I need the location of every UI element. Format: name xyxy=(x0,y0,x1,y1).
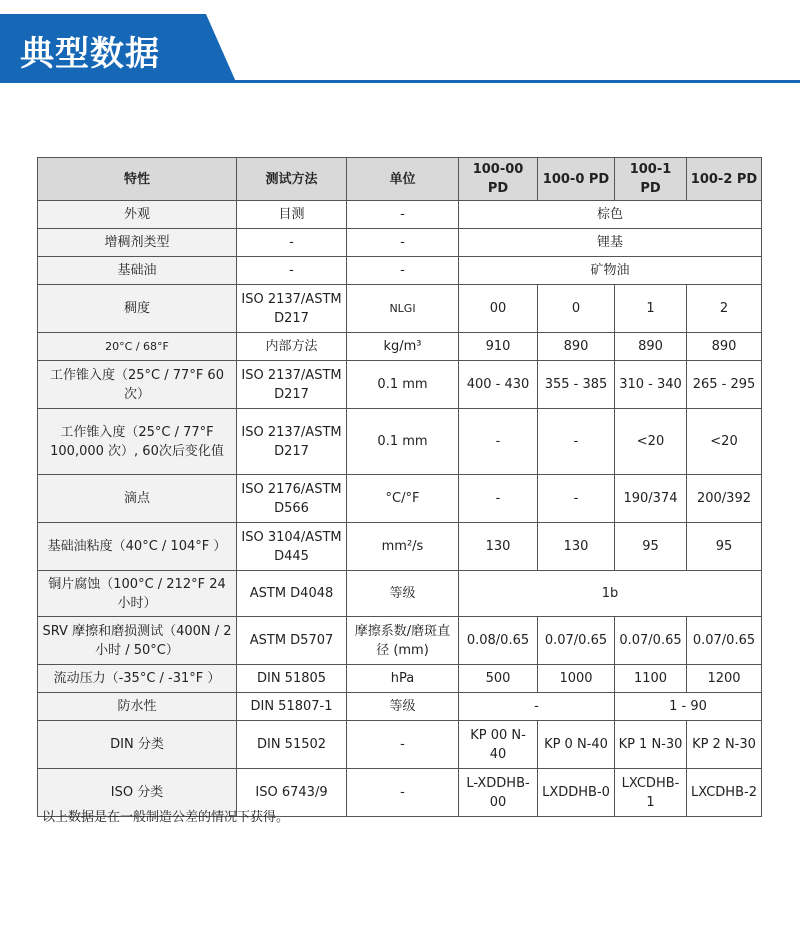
header-cell: 测试方法 xyxy=(237,158,347,201)
property-cell: ISO 分类 xyxy=(38,769,237,817)
value-cell: <20 xyxy=(687,409,762,475)
unit-cell: 摩擦系数/磨斑直径 (mm) xyxy=(347,617,459,665)
banner-underline xyxy=(0,80,800,83)
section-banner xyxy=(0,0,800,86)
unit-cell: hPa xyxy=(347,665,459,693)
method-cell: - xyxy=(237,229,347,257)
value-cell: 1000 xyxy=(538,665,615,693)
value-cell: 棕色 xyxy=(459,201,762,229)
property-cell: 工作锥入度（25°C / 77°F 100,000 次）, 60次后变化值 xyxy=(38,409,237,475)
value-cell: 2 xyxy=(687,285,762,333)
table-row xyxy=(38,229,762,257)
value-cell: 0 xyxy=(538,285,615,333)
value-cell: KP 1 N-30 xyxy=(615,721,687,769)
value-cell: 1 - 90 xyxy=(615,693,762,721)
property-cell: 外观 xyxy=(38,201,237,229)
value-cell: L-XDDHB-00 xyxy=(459,769,538,817)
table-row xyxy=(38,721,762,769)
unit-cell: 等级 xyxy=(347,571,459,617)
property-cell: 铜片腐蚀（100°C / 212°F 24 小时） xyxy=(38,571,237,617)
value-cell: 130 xyxy=(538,523,615,571)
table-row xyxy=(38,257,762,285)
header-cell: 100-2 PD xyxy=(687,158,762,201)
value-cell: 265 - 295 xyxy=(687,361,762,409)
table-row xyxy=(38,285,762,333)
unit-cell: kg/m³ xyxy=(347,333,459,361)
value-cell: - xyxy=(459,693,615,721)
property-cell: 流动压力（-35°C / -31°F ） xyxy=(38,665,237,693)
value-cell: KP 2 N-30 xyxy=(687,721,762,769)
value-cell: 1100 xyxy=(615,665,687,693)
table-row xyxy=(38,523,762,571)
value-cell: 0.07/0.65 xyxy=(538,617,615,665)
unit-cell: NLGI xyxy=(347,285,459,333)
property-cell: 增稠剂类型 xyxy=(38,229,237,257)
value-cell: 锂基 xyxy=(459,229,762,257)
method-cell: ISO 6743/9 xyxy=(237,769,347,817)
unit-cell: 0.1 mm xyxy=(347,361,459,409)
header-cell: 单位 xyxy=(347,158,459,201)
header-cell: 100-0 PD xyxy=(538,158,615,201)
method-cell: 内部方法 xyxy=(237,333,347,361)
value-cell: LXCDHB-2 xyxy=(687,769,762,817)
value-cell: 95 xyxy=(615,523,687,571)
page-title: 典型数据 xyxy=(20,34,160,74)
value-cell: 1 xyxy=(615,285,687,333)
method-cell: ASTM D4048 xyxy=(237,571,347,617)
value-cell: 890 xyxy=(538,333,615,361)
value-cell: LXDDHB-0 xyxy=(538,769,615,817)
method-cell: ISO 3104/ASTM D445 xyxy=(237,523,347,571)
value-cell: 1b xyxy=(459,571,762,617)
value-cell: - xyxy=(459,475,538,523)
method-cell: ISO 2137/ASTM D217 xyxy=(237,409,347,475)
property-cell: 基础油粘度（40°C / 104°F ） xyxy=(38,523,237,571)
value-cell: - xyxy=(459,409,538,475)
value-cell: 500 xyxy=(459,665,538,693)
table-row xyxy=(38,571,762,617)
method-cell: DIN 51502 xyxy=(237,721,347,769)
value-cell: 0.07/0.65 xyxy=(687,617,762,665)
property-cell: 基础油 xyxy=(38,257,237,285)
value-cell: 910 xyxy=(459,333,538,361)
method-cell: DIN 51807-1 xyxy=(237,693,347,721)
header-cell: 特性 xyxy=(38,158,237,201)
method-cell: - xyxy=(237,257,347,285)
table-header-row xyxy=(38,158,762,201)
typical-data-table xyxy=(37,157,762,817)
unit-cell: 0.1 mm xyxy=(347,409,459,475)
table-row xyxy=(38,617,762,665)
table-row xyxy=(38,361,762,409)
property-cell: DIN 分类 xyxy=(38,721,237,769)
table-row xyxy=(38,665,762,693)
value-cell: <20 xyxy=(615,409,687,475)
value-cell: 200/392 xyxy=(687,475,762,523)
value-cell: 890 xyxy=(687,333,762,361)
method-cell: 目测 xyxy=(237,201,347,229)
table-row xyxy=(38,693,762,721)
value-cell: 0.08/0.65 xyxy=(459,617,538,665)
property-cell: SRV 摩擦和磨损测试（400N / 2 小时 / 50°C） xyxy=(38,617,237,665)
property-cell: 稠度 xyxy=(38,285,237,333)
header-cell: 100-1 PD xyxy=(615,158,687,201)
value-cell: 130 xyxy=(459,523,538,571)
method-cell: ISO 2137/ASTM D217 xyxy=(237,285,347,333)
table-row xyxy=(38,409,762,475)
header-cell: 100-00 PD xyxy=(459,158,538,201)
value-cell: 890 xyxy=(615,333,687,361)
property-cell: 滴点 xyxy=(38,475,237,523)
value-cell: 00 xyxy=(459,285,538,333)
property-cell: 防水性 xyxy=(38,693,237,721)
value-cell: 310 - 340 xyxy=(615,361,687,409)
table-row xyxy=(38,333,762,361)
property-cell: 工作锥入度（25°C / 77°F 60次） xyxy=(38,361,237,409)
table-row xyxy=(38,201,762,229)
method-cell: ISO 2137/ASTM D217 xyxy=(237,361,347,409)
value-cell: 190/374 xyxy=(615,475,687,523)
unit-cell: - xyxy=(347,201,459,229)
unit-cell: - xyxy=(347,769,459,817)
footnote: 以上数据是在一般制造公差的情况下获得。 xyxy=(42,810,290,825)
value-cell: 355 - 385 xyxy=(538,361,615,409)
table-row xyxy=(38,475,762,523)
value-cell: KP 00 N-40 xyxy=(459,721,538,769)
method-cell: ASTM D5707 xyxy=(237,617,347,665)
unit-cell: - xyxy=(347,257,459,285)
value-cell: - xyxy=(538,475,615,523)
value-cell: 矿物油 xyxy=(459,257,762,285)
unit-cell: - xyxy=(347,229,459,257)
value-cell: 95 xyxy=(687,523,762,571)
value-cell: 400 - 430 xyxy=(459,361,538,409)
property-cell: 20°C / 68°F xyxy=(38,333,237,361)
value-cell: 1200 xyxy=(687,665,762,693)
unit-cell: °C/°F xyxy=(347,475,459,523)
value-cell: KP 0 N-40 xyxy=(538,721,615,769)
method-cell: DIN 51805 xyxy=(237,665,347,693)
unit-cell: mm²/s xyxy=(347,523,459,571)
value-cell: LXCDHB-1 xyxy=(615,769,687,817)
value-cell: - xyxy=(538,409,615,475)
method-cell: ISO 2176/ASTM D566 xyxy=(237,475,347,523)
value-cell: 0.07/0.65 xyxy=(615,617,687,665)
unit-cell: - xyxy=(347,721,459,769)
unit-cell: 等级 xyxy=(347,693,459,721)
